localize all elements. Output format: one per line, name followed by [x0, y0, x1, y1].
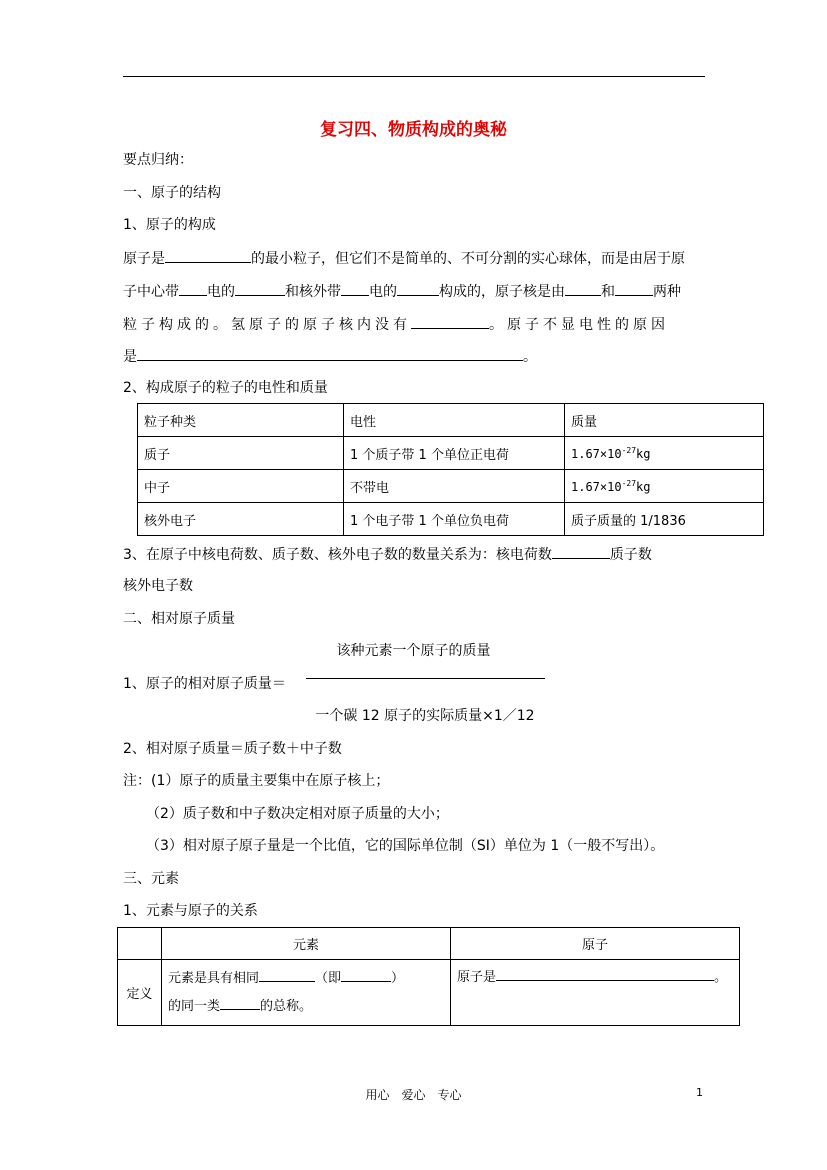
row-label: 定义 — [118, 960, 162, 1026]
text: 两种 — [653, 284, 681, 300]
text: 元素是具有相同 — [168, 970, 260, 986]
mass-unit: kg — [636, 479, 651, 494]
table-cell-atom-definition — [451, 960, 740, 1026]
section-1-3-line — [123, 544, 652, 565]
header-rule — [123, 76, 705, 77]
fill-blank[interactable] — [615, 281, 653, 296]
section-3-1-heading: 1、元素与原子的关系 — [123, 903, 258, 919]
page-title: 复习四、物质构成的奥秘 — [320, 120, 507, 140]
fill-blank[interactable] — [220, 995, 260, 1010]
table-cell-element-definition — [162, 960, 451, 1026]
section-1-3-line-2: 核外电子数 — [123, 578, 193, 594]
fill-blank[interactable] — [496, 966, 714, 981]
table-row — [138, 437, 764, 470]
fill-blank[interactable] — [397, 281, 439, 296]
text: ） — [391, 970, 405, 986]
paragraph-line-3 — [123, 314, 669, 335]
intro-heading: 要点归纳： — [123, 152, 193, 168]
paragraph-line-1 — [123, 248, 685, 269]
text: 电的 — [369, 284, 397, 300]
text: 和 — [601, 284, 615, 300]
table-row — [118, 960, 740, 1026]
section-1-1-heading: 1、原子的构成 — [123, 217, 216, 233]
mass-exponent: -27 — [621, 478, 637, 488]
section-2-2-line: 2、相对原子质量＝质子数＋中子数 — [123, 741, 342, 757]
fill-blank[interactable] — [179, 281, 207, 296]
fill-blank[interactable] — [341, 281, 369, 296]
section-3-heading: 三、元素 — [123, 871, 179, 887]
text: 电的 — [207, 284, 235, 300]
table-cell: 中子 — [138, 470, 344, 503]
text: （即 — [315, 970, 342, 986]
text: 原子是 — [457, 970, 497, 985]
note-3: （3）相对原子原子量是一个比值，它的国际单位制（SI）单位为 1（一般不写出）。 — [146, 838, 665, 854]
particle-table — [137, 403, 764, 536]
table-cell — [565, 470, 764, 503]
mass-base: 1.67×10 — [571, 446, 622, 461]
text: 粒子构成的。氢原子的原子核内没有 — [123, 317, 411, 333]
table-header: 电性 — [344, 404, 565, 437]
mass-base: 1.67×10 — [571, 479, 622, 494]
fill-blank[interactable] — [411, 314, 489, 329]
text: 的总称。 — [260, 998, 313, 1014]
text: 的最小粒子，但它们不是简单的、不可分割的实心球体，而是由居于原 — [251, 251, 685, 267]
fraction-lhs: 1、原子的相对原子质量＝ — [123, 676, 286, 692]
table-header: 元素 — [162, 928, 451, 960]
text: 。 — [714, 970, 728, 985]
fill-blank[interactable] — [552, 544, 610, 559]
table-cell — [565, 437, 764, 470]
table-header: 原子 — [451, 928, 740, 960]
paragraph-line-4 — [123, 346, 537, 367]
fraction-numerator: 该种元素一个原子的质量 — [336, 643, 491, 659]
section-2-heading: 二、相对原子质量 — [123, 611, 235, 627]
table-header: 质量 — [565, 404, 764, 437]
paragraph-line-2 — [123, 281, 681, 302]
note-1: 注：(1）原子的质量主要集中在原子核上； — [123, 773, 390, 789]
element-atom-table — [117, 927, 740, 1026]
page-number: 1 — [696, 1086, 703, 1099]
table-header-row — [138, 404, 764, 437]
text: 构成的，原子核是由 — [439, 284, 565, 300]
text: 是 — [123, 349, 137, 365]
table-cell: 1 个电子带 1 个单位负电荷 — [344, 503, 565, 536]
table-row — [138, 470, 764, 503]
table-cell: 1 个质子带 1 个单位正电荷 — [344, 437, 565, 470]
note-2: （2）质子数和中子数决定相对原子质量的大小； — [146, 806, 449, 822]
page-footer: 用心 爱心 专心 — [365, 1088, 462, 1102]
section-1-2-heading: 2、构成原子的粒子的电性和质量 — [123, 380, 328, 396]
fraction-bar — [306, 678, 545, 679]
table-cell: 质子质量的 1/1836 — [565, 503, 764, 536]
text: 子中心带 — [123, 284, 179, 300]
text: 原子是 — [123, 251, 165, 267]
text: 的同一类 — [168, 998, 221, 1014]
fill-blank[interactable] — [137, 346, 523, 361]
table-header: 粒子种类 — [138, 404, 344, 437]
fraction-denominator: 一个碳 12 原子的实际质量×1／12 — [315, 708, 535, 724]
fill-blank[interactable] — [259, 967, 315, 982]
text: 。原子不显电性的原因 — [489, 317, 669, 333]
fill-blank[interactable] — [341, 967, 391, 982]
mass-exponent: -27 — [621, 445, 637, 455]
fill-blank[interactable] — [565, 281, 601, 296]
table-cell: 质子 — [138, 437, 344, 470]
fill-blank[interactable] — [235, 281, 285, 296]
text: 质子数 — [609, 547, 652, 563]
table-row — [138, 503, 764, 536]
table-corner-cell — [118, 928, 162, 960]
section-1-heading: 一、原子的结构 — [123, 185, 221, 201]
mass-unit: kg — [636, 446, 651, 461]
fill-blank[interactable] — [165, 248, 251, 263]
text: 。 — [523, 349, 537, 365]
table-header-row — [118, 928, 740, 960]
text: 3、在原子中核电荷数、质子数、核外电子数的数量关系为：核电荷数 — [123, 547, 552, 563]
table-cell: 核外电子 — [138, 503, 344, 536]
table-cell: 不带电 — [344, 470, 565, 503]
text: 和核外带 — [285, 284, 341, 300]
